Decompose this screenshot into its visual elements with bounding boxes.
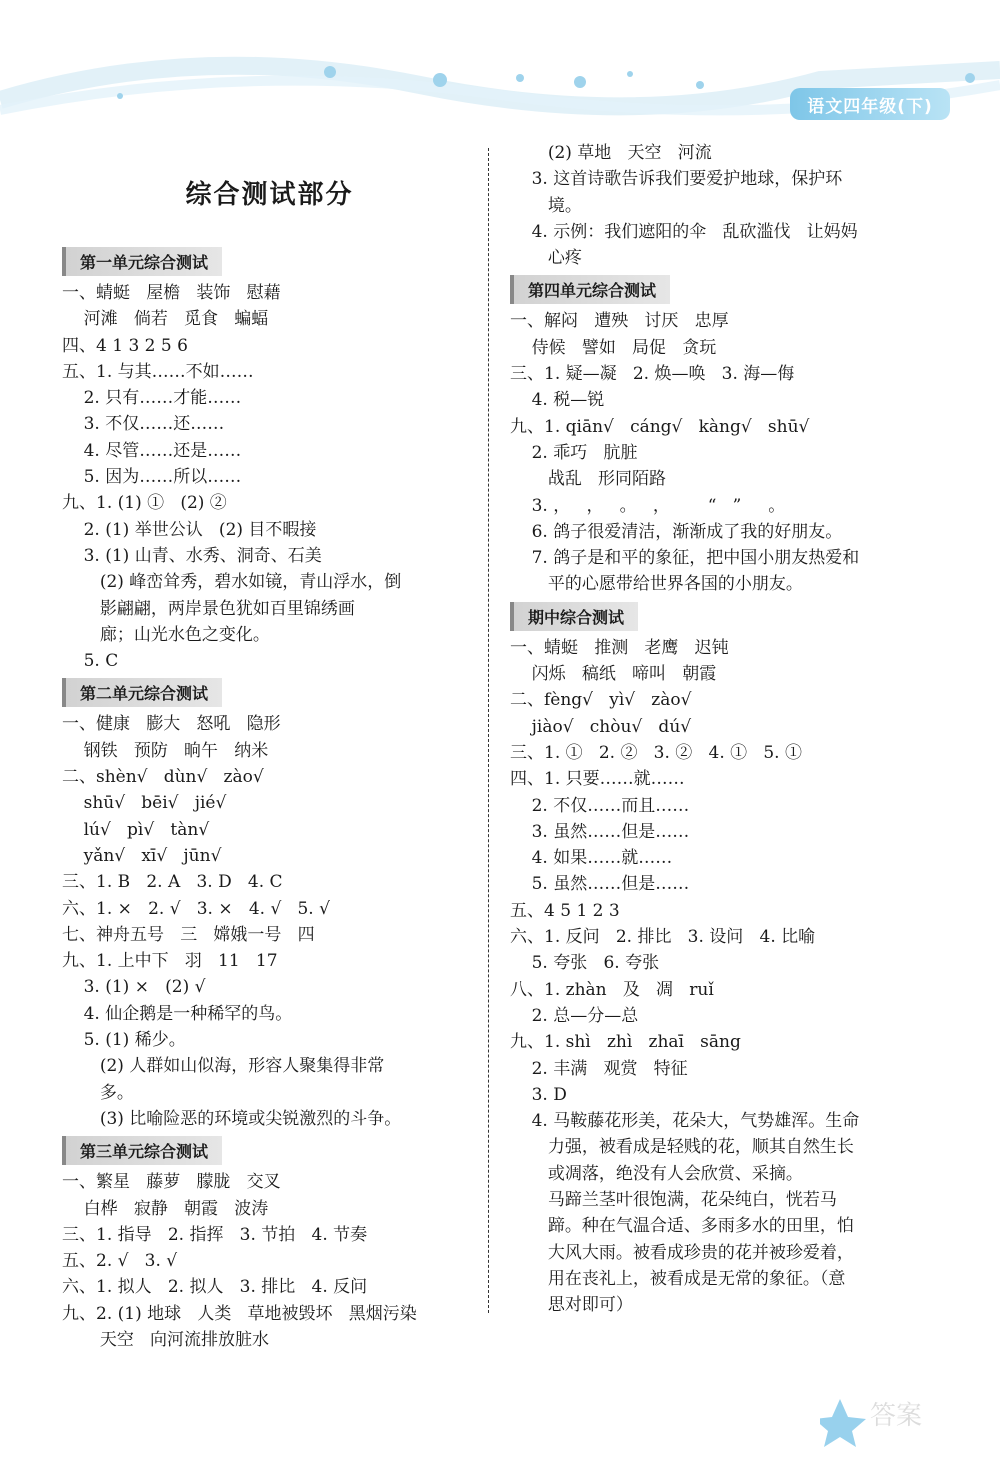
answer-line: 5. C (62, 651, 119, 672)
answer-line: 天空 向河流排放脏水 (62, 1329, 270, 1350)
answer-line: 四、4 1 3 2 5 6 (62, 335, 188, 356)
answer-line: shū√ bēi√ jié√ (62, 793, 227, 814)
answer-line: 三、1. 疑—凝 2. 焕—唤 3. 海—侮 (510, 364, 795, 385)
answer-line: 2. 乖巧 肮脏 (510, 442, 638, 463)
answer-line: 3. ， ， 。 ， “ ” 。 (510, 495, 786, 516)
answer-line: 大风大雨。被看成珍贵的花并被珍爱着， (510, 1242, 854, 1263)
answer-line: 五、2. √ 3. √ (62, 1251, 178, 1272)
answer-line: 八、1. zhàn 及 凋 ruǐ (510, 979, 714, 1000)
section-heading: 第四单元综合测试 (510, 275, 670, 304)
answer-line: 4. 示例：我们遮阳的伞 乱砍滥伐 让妈妈 (510, 221, 858, 242)
answer-line: 5. 夸张 6. 夸张 (510, 953, 660, 974)
answer-line: 3. (1) × (2) √ (62, 977, 206, 998)
answer-line: 七、神舟五号 三 嫦娥一号 四 (62, 924, 315, 945)
answer-line: 九、1. shì zhì zhaī sāng (510, 1032, 741, 1053)
answer-line: 4. 尽管……还是…… (62, 440, 242, 461)
answer-line: (2) 人群如山似海，形容人聚集得非常 (62, 1056, 385, 1077)
answer-line: 四、1. 只要……就…… (510, 769, 685, 790)
answer-line: 蹄。种在气温合适、多雨多水的田里，怕 (510, 1216, 854, 1237)
page-title: 综合测试部分 (185, 180, 354, 210)
answer-line: 九、2. (1) 地球 人类 草地被毁坏 黑烟污染 (62, 1303, 417, 1324)
answer-line: 六、1. 拟人 2. 拟人 3. 排比 4. 反问 (62, 1277, 368, 1298)
answer-line: 4. 税—锐 (510, 390, 605, 411)
answer-line: 力强，被看成是轻贱的花，顺其自然生长 (510, 1137, 854, 1158)
answer-line: 三、1. ① 2. ② 3. ② 4. ① 5. ① (510, 742, 802, 763)
answer-line: 五、1. 与其……不如…… (62, 361, 254, 382)
answer-line: 白桦 寂静 朝霞 波涛 (62, 1198, 269, 1219)
answer-line: 3. 这首诗歌告诉我们要爱护地球，保护环 (510, 169, 843, 190)
answer-line: (2) 峰峦耸秀，碧水如镜，青山浮水，倒 (62, 572, 402, 593)
answer-line: 3. 不仅……还…… (62, 414, 225, 435)
answer-line: 2. 丰满 观赏 特征 (510, 1058, 688, 1079)
section-heading: 第一单元综合测试 (62, 247, 222, 276)
svg-text:答案: 答案 (870, 1401, 923, 1431)
answer-line: 2. 总—分—总 (510, 1005, 639, 1026)
answer-line: 一、解闷 遭殃 讨厌 忠厚 (510, 311, 729, 332)
answer-line: 九、1. 上中下 羽 11 17 (62, 951, 278, 972)
answer-line: 境。 (510, 195, 582, 216)
answer-line: 闪烁 稿纸 啼叫 朝霞 (510, 664, 717, 685)
section-heading: 第三单元综合测试 (62, 1136, 222, 1165)
answer-line: 思对即可） (510, 1295, 633, 1316)
answer-line: 平的心愿带给世界各国的小朋友。 (510, 574, 803, 595)
answer-line: 战乱 形同陌路 (510, 469, 667, 490)
answer-line: 九、1. qiān√ cáng√ kàng√ shū√ (510, 416, 810, 437)
answer-line: 用在丧礼上，被看成是无常的象征。（意 (510, 1268, 846, 1289)
answer-line: 马蹄兰茎叶很饱满，花朵纯白，恍若马 (510, 1189, 837, 1210)
answer-line: 六、1. 反问 2. 排比 3. 设问 4. 比喻 (510, 927, 816, 948)
subject-badge: 语文四年级(下) (790, 88, 950, 120)
answer-line: (2) 草地 天空 河流 (510, 143, 712, 163)
answer-line: 2. (1) 举世公认 (2) 目不暇接 (62, 519, 317, 540)
answer-line: 5. 虽然……但是…… (510, 874, 690, 895)
answer-line: 2. 只有……才能…… (62, 388, 242, 409)
left-column (62, 140, 477, 1353)
section-heading: 第二单元综合测试 (62, 678, 222, 707)
answer-line: yǎn√ xī√ jūn√ (62, 845, 222, 866)
answer-line: 三、1. B 2. A 3. D 4. C (62, 872, 283, 893)
right-column (510, 140, 930, 1318)
answer-line: 影翩翩，两岸景色犹如百里锦绣画 (62, 598, 355, 619)
answer-line: 心疼 (510, 248, 582, 269)
answer-line: 5. (1) 稀少。 (62, 1030, 186, 1051)
answer-line: (3) 比喻险恶的环境或尖锐激烈的斗争。 (62, 1108, 402, 1129)
answer-line: 3. (1) 山青、水秀、洞奇、石美 (62, 545, 322, 566)
answer-line: 一、健康 膨大 怒吼 隐形 (62, 714, 281, 735)
answer-line: 3. 虽然……但是…… (510, 821, 690, 842)
column-divider (488, 148, 489, 1313)
answer-line: 钢铁 预防 晌午 纳米 (62, 740, 269, 761)
answer-line: 六、1. × 2. √ 3. × 4. √ 5. √ (62, 898, 330, 919)
answer-line: 2. 不仅……而且…… (510, 795, 690, 816)
answer-line: 4. 马鞍藤花形美，花朵大，气势雄浑。生命 (510, 1111, 860, 1132)
answer-line: 一、繁星 藤萝 朦胧 交叉 (62, 1172, 281, 1193)
answer-line: 三、1. 指导 2. 指挥 3. 节拍 4. 节奏 (62, 1224, 368, 1245)
answer-line: 二、shèn√ dùn√ zào√ (62, 767, 264, 788)
answer-line: 4. 如果……就…… (510, 848, 673, 869)
answer-line: 一、蜻蜓 屋檐 装饰 慰藉 (62, 283, 281, 303)
watermark-logo (820, 1379, 960, 1449)
answer-line: 多。 (62, 1082, 134, 1103)
answer-line: 一、蜻蜓 推测 老鹰 迟钝 (510, 637, 729, 658)
answer-line: 4. 仙企鹅是一种稀罕的鸟。 (62, 1003, 293, 1024)
answer-line: 6. 鸽子很爱清洁，渐渐成了我的好朋友。 (510, 521, 843, 542)
answer-line: lú√ pì√ tàn√ (62, 819, 210, 840)
answer-line: 5. 因为……所以…… (62, 467, 242, 488)
answer-line: 侍候 譬如 局促 贪玩 (510, 337, 717, 358)
answer-line: 九、1. (1) ① (2) ② (62, 493, 227, 514)
answer-line: 7. 鸽子是和平的象征，把中国小朋友热爱和 (510, 548, 860, 569)
answer-line: 廊；山光水色之变化。 (62, 624, 270, 645)
answer-line: 或凋落，绝没有人会欣赏、采摘。 (510, 1163, 803, 1184)
answer-line: 河滩 倘若 觅食 蝙蝠 (62, 309, 269, 330)
answer-line: 二、fèng√ yì√ zào√ (510, 690, 692, 711)
answer-line: 五、4 5 1 2 3 (510, 900, 620, 921)
answer-line: 3. D (510, 1084, 567, 1105)
answer-line: jiào√ chòu√ dú√ (510, 716, 692, 737)
section-heading: 期中综合测试 (510, 602, 638, 631)
